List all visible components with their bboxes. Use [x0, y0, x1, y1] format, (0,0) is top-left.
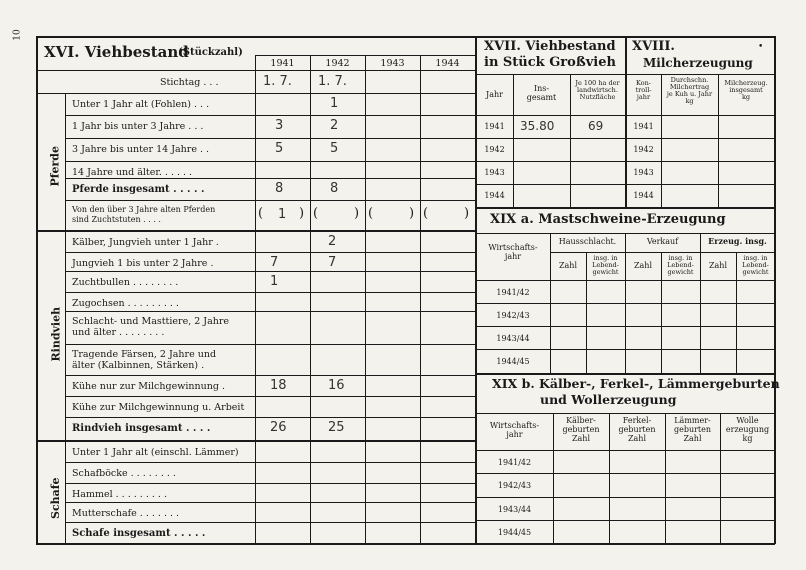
row-label: Unter 1 Jahr alt (einschl. Lämmer) [72, 447, 239, 458]
cell-1942: 2 [328, 234, 337, 249]
header-wirtschaftsjahr: Wirtschafts- jahr [488, 243, 538, 261]
year-cell: 1942 [484, 145, 505, 154]
header-kaelbergeburten: Kälber- geburten Zahl [562, 416, 600, 443]
bracket-close: ) [409, 206, 415, 221]
row-label: Zuchtbullen . . . . . . . . [72, 277, 179, 288]
cell-1942: 1 [330, 96, 339, 111]
stichtag-label: Stichtag . . . [160, 77, 219, 88]
year-header: 1944 [435, 58, 460, 69]
cell-1942: 16 [328, 378, 345, 393]
cell-1941: 3 [275, 118, 284, 133]
bracket-close: ) [299, 206, 305, 221]
year-header: 1941 [270, 58, 295, 69]
cell-1941: 26 [270, 420, 287, 435]
row-label: Rindvieh insgesamt . . . . [72, 423, 211, 434]
year-cell: 1942/43 [496, 311, 530, 320]
cell-zuchtstuten-1941: 1 [278, 207, 287, 222]
cell-1942: 2 [330, 118, 339, 133]
header-zahl: Zahl [633, 261, 653, 270]
year-cell: 1943 [633, 168, 654, 177]
header-lebendgewicht: insg. in Lebend- gewicht [592, 254, 619, 276]
row-label: 14 Jahre und älter. . . . . . [72, 167, 193, 178]
bracket-close: ) [464, 206, 470, 221]
cell-1941: 18 [270, 378, 287, 393]
row-label: Tragende Färsen, 2 Jahre und [72, 349, 217, 360]
row-label: sind Zuchtstuten . . . . [72, 215, 161, 224]
group-label-pferde: Pferde [48, 146, 62, 187]
cell-1942: 5 [330, 141, 339, 156]
cell-je-100-ha: 69 [588, 119, 604, 133]
header-je-100-ha: Je 100 ha der landwirtsch. Nutzfläche [575, 79, 620, 101]
year-cell: 1943/44 [497, 505, 532, 514]
header-kontrolljahr: Kon- troll- jahr [635, 79, 652, 101]
year-cell: 1941 [484, 122, 505, 131]
header-ferkelgeburten: Ferkel- geburten Zahl [618, 416, 656, 443]
row-label: Schafe insgesamt . . . . . [72, 528, 206, 539]
year-header: 1943 [380, 58, 405, 69]
header-milcherzeugung: Milcherzeug. insgesamt kg [724, 79, 768, 101]
group-label-rindvieh: Rindvieh [49, 306, 63, 362]
section-subtitle-xvii: in Stück Großvieh [484, 55, 616, 70]
year-cell: 1944 [484, 191, 505, 200]
row-label: 3 Jahre bis unter 14 Jahre . . [72, 144, 210, 155]
section-title-xvii: XVII. Viehbestand [484, 39, 616, 54]
section-title-xixa: XIX a. Mastschweine-Erzeugung [490, 212, 726, 227]
group-label-schafe: Schafe [49, 477, 62, 519]
row-label: Schlacht- und Masttiere, 2 Jahre [72, 316, 230, 327]
section-title-xixb: XIX b. Kälber-, Ferkel-, Lämmergeburten [492, 376, 780, 391]
header-zahl: Zahl [558, 261, 578, 270]
row-label: Unter 1 Jahr alt (Fohlen) . . . [72, 99, 210, 110]
row-label: Zugochsen . . . . . . . . . [72, 298, 179, 309]
cell-1942: 8 [330, 181, 339, 196]
header-lebendgewicht: insg. in Lebend- gewicht [667, 254, 694, 276]
header-erzeug-insg: Erzeug. insg. [708, 236, 767, 246]
header-lebendgewicht: insg. in Lebend- gewicht [742, 254, 769, 276]
row-label: Hammel . . . . . . . . . [72, 489, 167, 500]
row-label: älter (Kalbinnen, Stärken) . [72, 360, 205, 371]
mark: • [758, 42, 764, 52]
header-jahr: Jahr [486, 90, 503, 99]
row-label: Kühe nur zur Milchgewinnung . [72, 381, 225, 392]
year-cell: 1942/43 [497, 481, 532, 490]
header-laemmergeburten: Lämmer- geburten Zahl [673, 416, 712, 443]
cell-1942: 7 [328, 255, 337, 270]
section-subtitle-xixb: und Wollerzeugung [540, 392, 677, 407]
header-wirtschaftsjahr: Wirtschafts- jahr [489, 421, 540, 439]
section-title-xviii: XVIII. [632, 39, 675, 54]
year-cell: 1943/44 [496, 334, 530, 343]
header-milchertrag: Durchschn. Milchertrag je Kuh u. Jahr kg [666, 76, 713, 105]
section-subtitle-xvi: (Stückzahl) [178, 47, 243, 58]
cell-insgesamt: 35.80 [520, 119, 555, 133]
row-label: Schafböcke . . . . . . . . [72, 468, 176, 479]
year-cell: 1943 [484, 168, 505, 177]
year-header: 1942 [325, 58, 350, 69]
cell-1941: 8 [275, 181, 284, 196]
cell-1942: 25 [328, 420, 345, 435]
cell-1941: 1 [270, 274, 279, 289]
cell-1941: 7 [270, 255, 279, 270]
year-cell: 1944/45 [496, 357, 530, 366]
header-hausschlacht: Hausschlacht. [558, 237, 617, 246]
year-cell: 1941/42 [497, 458, 532, 467]
row-label: Pferde insgesamt . . . . . [72, 184, 205, 195]
bracket-close: ) [354, 206, 360, 221]
row-label: Kühe zur Milchgewinnung u. Arbeit [72, 402, 245, 413]
bracket-open: ( [368, 206, 374, 221]
header-insgesamt: Ins- gesamt [526, 84, 557, 102]
row-label: Jungvieh 1 bis unter 2 Jahre . [72, 258, 214, 269]
row-label: Mutterschafe . . . . . . . [72, 508, 180, 519]
year-cell: 1941 [633, 122, 654, 131]
year-cell: 1942 [633, 145, 654, 154]
row-label: und älter . . . . . . . . [72, 327, 165, 338]
header-verkauf: Verkauf [646, 237, 679, 246]
row-label: Kälber, Jungvieh unter 1 Jahr . [72, 237, 219, 248]
stichtag-1942: 1. 7. [318, 74, 347, 89]
bracket-open: ( [258, 206, 264, 221]
year-cell: 1941/42 [496, 288, 530, 297]
header-zahl: Zahl [708, 261, 728, 270]
year-cell: 1944 [633, 191, 654, 200]
page-number: 10 [12, 29, 23, 41]
bracket-open: ( [313, 206, 319, 221]
cell-1941: 5 [275, 141, 284, 156]
section-title-xvi: XVI. Viehbestand [44, 43, 189, 61]
year-cell: 1944/45 [497, 528, 532, 537]
row-label: 1 Jahr bis unter 3 Jahre . . . [72, 121, 204, 132]
bracket-open: ( [423, 206, 429, 221]
row-label: Von den über 3 Jahre alten Pferden [72, 205, 216, 214]
section-subtitle-xviii: Milcherzeugung [643, 56, 753, 70]
stichtag-1941: 1. 7. [263, 74, 292, 89]
header-wolle: Wolle erzeugung kg [725, 416, 770, 443]
